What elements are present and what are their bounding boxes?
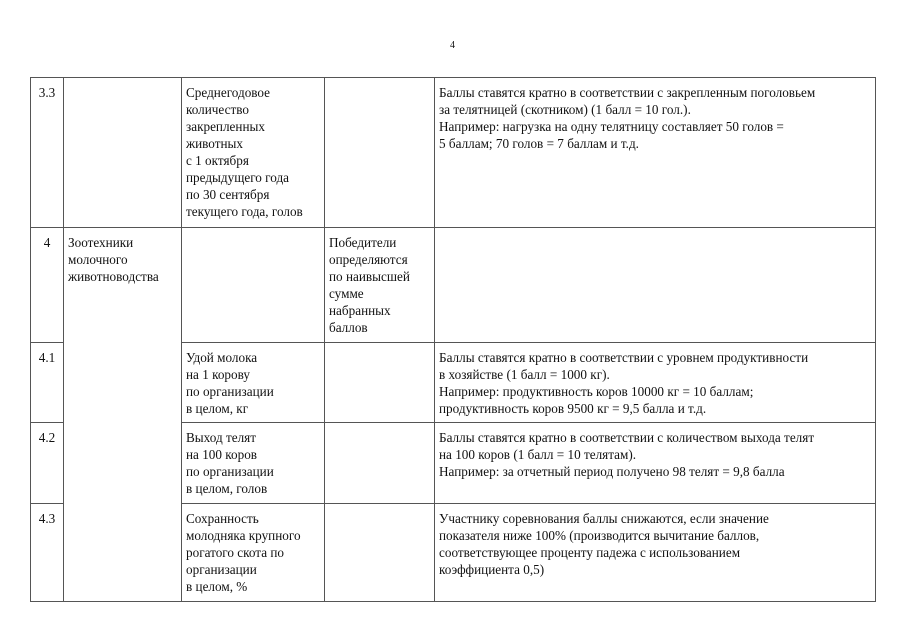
row-number: 4.3: [31, 504, 64, 602]
table-row-3-3: [31, 78, 876, 228]
indicator-cell: Удой молока на 1 корову по организации в целом, кг: [182, 343, 325, 423]
description-cell: Участнику соревнования баллы снижаются, если значение показателя ниже 100% (производится вычитание баллов, соответствующее проценту падежа с использованием коэффициента 0,5): [435, 504, 876, 602]
description-cell: Баллы ставятся кратно в соответствии с закрепленным поголовьем за телятницей (скотником) (1 балл = 10 гол.). Например: нагрузка на одну телятницу составляет 50 голов = 5 баллам; 70 голов = 7 баллам и т.д.: [435, 78, 876, 228]
method-cell: Победители определяются по наивысшей сумме набранных баллов: [325, 228, 435, 343]
method-cell-empty: [325, 504, 435, 602]
indicator-cell: Сохранность молодняка крупного рогатого скота по организации в целом, %: [182, 504, 325, 602]
criteria-table: [30, 77, 876, 602]
row-number: 4.1: [31, 343, 64, 423]
page-number: 4: [450, 40, 455, 51]
indicator-cell-empty: [182, 228, 325, 343]
row-number: 4: [31, 228, 64, 343]
description-cell: Баллы ставятся кратно в соответствии с уровнем продуктивности в хозяйстве (1 балл = 1000 кг). Например: продуктивность коров 10000 кг = 10 баллам; продуктивность коров 9500 кг = 9,5 балла и т.д.: [435, 343, 876, 423]
nomination-cell: Зоотехники молочного животноводства: [64, 228, 182, 602]
description-cell: Баллы ставятся кратно в соответствии с количеством выхода телят на 100 коров (1 балл = 10 телятам). Например: за отчетный период получено 98 телят = 9,8 балла: [435, 423, 876, 504]
nomination-cell-empty: [64, 78, 182, 228]
row-number: 3.3: [31, 78, 64, 228]
table-row-4: [31, 228, 876, 343]
row-number: 4.2: [31, 423, 64, 504]
description-cell-empty: [435, 228, 876, 343]
indicator-cell: Среднегодовое количество закрепленных животных с 1 октября предыдущего года по 30 сентября текущего года, голов: [182, 78, 325, 228]
method-cell-empty: [325, 343, 435, 423]
method-cell-empty: [325, 78, 435, 228]
method-cell-empty: [325, 423, 435, 504]
indicator-cell: Выход телят на 100 коров по организации в целом, голов: [182, 423, 325, 504]
